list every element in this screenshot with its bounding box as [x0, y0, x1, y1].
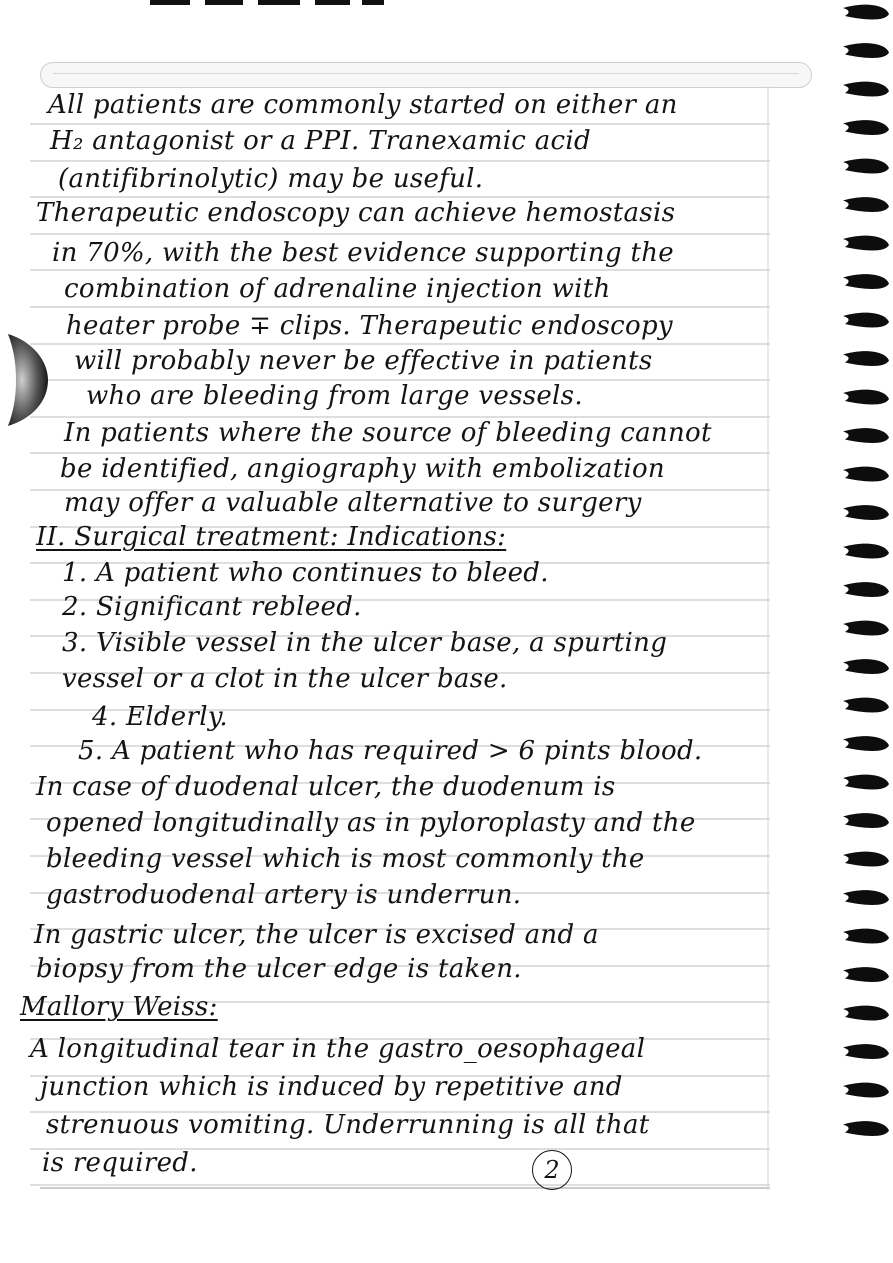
note-line: (antifibrinolytic) may be useful. — [58, 164, 484, 194]
note-line: will probably never be effective in patients — [74, 346, 653, 376]
note-line: bleeding vessel which is most commonly the — [46, 844, 645, 874]
note-line: A longitudinal tear in the gastro_oesophageal — [30, 1034, 646, 1064]
note-line: All patients are commonly started on either an — [48, 90, 678, 120]
note-line: gastroduodenal artery is underrun. — [46, 880, 522, 910]
note-line: who are bleeding from large vessels. — [86, 381, 583, 411]
note-line: Therapeutic endoscopy can achieve hemostasis — [36, 198, 676, 228]
section-heading: II. Surgical treatment: Indications: — [36, 522, 507, 552]
note-line: In patients where the source of bleeding cannot — [64, 418, 712, 448]
note-line: In case of duodenal ulcer, the duodenum is — [36, 772, 616, 802]
note-line: is required. — [42, 1148, 198, 1178]
note-line: strenuous vomiting. Underrunning is all that — [46, 1110, 650, 1140]
list-item: 1. A patient who continues to bleed. — [62, 558, 549, 588]
note-line: opened longitudinally as in pyloroplasty and the — [46, 808, 696, 838]
section-heading: Mallory Weiss: — [20, 992, 218, 1022]
list-item: 2. Significant rebleed. — [62, 592, 362, 622]
note-line: combination of adrenaline injection with — [64, 274, 611, 304]
note-line: biopsy from the ulcer edge is taken. — [36, 954, 522, 984]
note-line: In gastric ulcer, the ulcer is excised and a — [34, 920, 599, 950]
list-item: vessel or a clot in the ulcer base. — [62, 664, 508, 694]
note-line: be identified, angiography with embolization — [60, 454, 665, 484]
list-item: 5. A patient who has required > 6 pints blood. — [78, 736, 703, 766]
note-line: may offer a valuable alternative to surgery — [64, 488, 642, 518]
note-line: H₂ antagonist or a PPI. Tranexamic acid — [50, 126, 591, 156]
list-item: 3. Visible vessel in the ulcer base, a spurting — [62, 628, 668, 658]
note-line: heater probe ∓ clips. Therapeutic endoscopy — [66, 311, 673, 341]
note-line: in 70%, with the best evidence supporting the — [52, 238, 674, 268]
page-number: 2 — [532, 1150, 572, 1190]
note-line: junction which is induced by repetitive and — [40, 1072, 623, 1102]
list-item: 4. Elderly. — [92, 702, 228, 732]
